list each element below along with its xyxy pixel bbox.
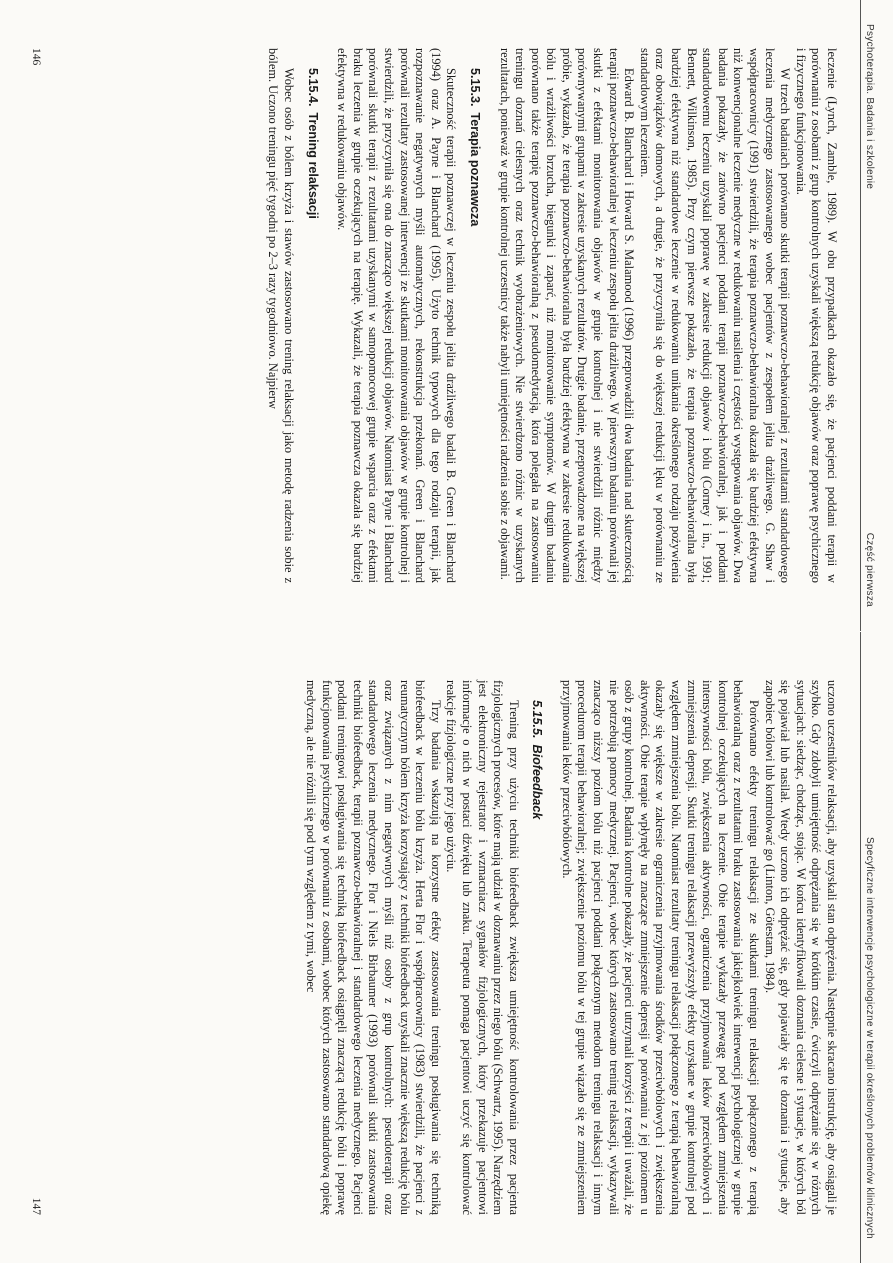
paragraph: Trzy badania wskazują na korzystne efekty zastosowania treningu posługiwania się techniką biofeedback w leczeniu bólu krzyża. Herta Flor i współpracownicy (1983) stwierdzili, że pacjenci z reumatycznym bólem krzyża korzystający z techniki biofeedback uzyskali znacznie większą redukcję bólu oraz związanych z nim negatywnych myśli niż osoby z grup kontrolnych: pseudoterapii oraz standardowego leczenia medycznego. Flor i Niels Birbaumer (1993) porównali skutki zastosowania techniki biofeedback, terapii poznawczo-behawioralnej i standardowego leczenia medycznego. Pacjenci poddani treningowi posługiwania się techniką biofeedback osiągnęli znaczącą redukcję bólu i poprawę funkcjonowania psychicznego w porównaniu z osobami, wobec których zastosowano standardową opiekę medyczną, ale nie różnili się pod tym względem z tymi, wobec	[304, 680, 443, 1215]
paragraph: Trening przy użyciu techniki biofeedback zwiększa umiejętność kontrolowania przez pacjenta fizjologicznych procesów, które mają udział w doznawaniu przez niego bólu (Schwartz, 1995). Narzędziem jest elektroniczny rejestrator i wzmacniacz sygnałów fizjologicznych, który przekazuje pacjentowi informacje o nich w postaci dźwięku lub znaku. Terapeuta pomaga pacjentowi uczyć się kontrolować reakcje fizjologiczne przy jego użyciu.	[444, 680, 521, 1215]
running-head-part: Część pierwsza	[864, 532, 875, 607]
section-number: 5.15.3.	[467, 68, 482, 107]
page-number: 146	[30, 48, 42, 66]
running-head	[860, 632, 875, 1263]
body-text	[70, 48, 839, 583]
section-heading	[466, 68, 482, 583]
page-number: 147	[30, 1197, 42, 1215]
paragraph: leczenie (Lynch, Zamble, 1989). W obu przypadkach okazało się, że pacjenci poddani terapii w porównaniu z osobami z grup kontrolnych uzyskali większą redukcję objawów oraz poprawę psychicznego i fizycznego funkcjonowania.	[793, 48, 839, 583]
running-head-chapter-title: Specyficzne interwencje psychologiczne w terapii określonych problemów klinicznych	[864, 837, 875, 1239]
body-text	[70, 680, 839, 1215]
paragraph: Skuteczność terapii poznawczej w leczeniu zespołu jelita drażliwego badali B. Green i Blanchard (1994) oraz A. Payne i Blanchard (1995). Użyto technik typowych dla tego rodzaju terapii, jak rozpoznawanie negatywnych myśli automatycznych, rekonstrukcja przekonań. Green i Blanchard porównali rezultaty zastosowanej interwencji ze skutkami monitorowania objawów w grupie kontrolnej i stwierdzili, że przyczyniła się ona do znacząco większej redukcji objawów. Natomiast Payne i Blanchard porównali skutki terapii z rezultatami uzyskanymi w samopomocowej grupie wsparcia oraz z efektami braku leczenia w grupie oczekujących na terapię. Wykazali, że terapia poznawcza okazała się bardziej efektywna w redukowaniu objawów.	[335, 48, 459, 583]
paragraph: W trzech badaniach porównano skutki terapii poznawczo-behawioralnej z rezultatami standardowego leczenia medycznego zastosowanego wobec pacjentów z zespołem jelita drażliwego. G. Shaw i współpracownicy (1991) stwierdzili, że terapia poznawczo-behawioralna okazała się bardziej efektywna niż konwencjonalne leczenie medyczne w redukowaniu nasilenia i częstości występowania objawów. Dwa badania pokazały, że zarówno pacjenci poddani terapii poznawczo-behawioralnej, jak i poddani standardowemu leczeniu uzyskali poprawę w zakresie redukcji objawów i bólu (Corney i in., 1991; Bennett, Wilkinson, 1985). Przy czym pierwsze pokazało, że terapia poznawczo-behawioralna była bardziej efektywna niż standardowe leczenie w redukowaniu unikania określonego rodzaju pożywienia oraz obowiązków domowych, a drugie, że przyczyniła się do większej redukcji lęku w porównaniu ze standardowym leczeniem.	[637, 48, 793, 583]
running-head-book-title: Psychoterapia. Badania i szkolenie	[864, 24, 875, 190]
page-146	[0, 0, 893, 631]
page-147	[0, 632, 893, 1263]
section-title: Terapia poznawcza	[467, 112, 482, 227]
section-number: 5.15.4.	[305, 68, 320, 107]
section-title: Biofeedback	[530, 744, 545, 820]
paragraph: Porównano efekty treningu relaksacji ze skutkami treningu relaksacji połączonego z terapią behawioralną oraz z rezultatami braku zastosowania jakiejkolwiek interwencji psychologicznej w grupie kontrolnej oczekujących na leczenie. Obie terapie wykazały przewagę pod względem zmniejszenia intensywności bólu, zwiększenia aktywności, ograniczenia przyjmowania leków przeciwbólowych i zmniejszenia depresji. Skutki treningu relaksacji przewyższyły efekty uzyskane w grupie kontrolnej pod względem zmniejszenia bólu. Natomiast rezultaty treningu relaksacji połączonego z terapią behawioralną okazały się większe w zakresie ograniczenia przyjmowania środków przeciwbólowych i zwiększenia aktywności. Obie terapie wpłynęły na znaczące zmniejszenie depresji w porównaniu z jej poziomem u osób z grupy kontrolnej. Badania kontrolne pokazały, że pacjenci utrzymali korzyści z terapii i uważali, że nie potrzebują pomocy medycznej. Pacjenci, wobec których zastosowano trening relaksacji, wykazywali znacząco niższy poziom bólu niż pacjenci poddani połączonym metodom treningu relaksacji i innym procedurom terapii behawioralnej; zwiększenie poziomu bólu w tej grupie wiązało się ze zmniejszeniem przyjmowania leków przeciwbólowych.	[559, 680, 762, 1215]
section-heading	[529, 700, 545, 1215]
paragraph: Edward B. Blanchard i Howard S. Malamood (1996) przeprowadzili dwa badania nad skutecznością terapii poznawczo-behawioralnej w leczeniu zespołu jelita drażliwego. W pierwszym badaniu porównali jej skutki z efektami monitorowania objawów w grupie kontrolnej i nie stwierdzili różnic między porównywanymi grupami w zakresie uzyskanych rezultatów. Drugie badanie, przeprowadzone na większej próbie, wykazało, że terapia poznawczo-behawioralna była bardziej efektywna w zakresie redukowania bólu i wrażliwości brzucha, biegunki i zaparć, niż monitorowanie symptomów. W drugim badaniu porównano także terapię poznawczo-behawioralną z pseudomedytacją, która polegała na zastosowaniu treningu doznań cielesnych oraz technik wyobrażeniowych. Nie stwierdzono różnic w uzyskanych rezultatach, ponieważ w grupie kontrolnej uczestnicy także nabyli umiejętności radzenia sobie z objawami.	[497, 48, 637, 583]
section-heading	[304, 68, 320, 583]
paragraph: Wobec osób z bólem krzyża i stawów zastosowano trening relaksacji jako metodę radzenia sobie z bólem. Uczono treningu pięć tygodni po 2–3 razy tygodniowo. Najpierw	[266, 48, 296, 583]
section-number: 5.15.5.	[530, 700, 545, 739]
section-title: Trening relaksacji	[305, 112, 320, 219]
running-head	[860, 0, 875, 631]
paragraph: uczono uczestników relaksacji, aby uzyskali stan odprężenia. Następnie skracano instrukcję, aby osiągali je szybko. Gdy zdobyli umiejętność odprężania się w krótkim czasie, ćwiczyli odprężanie się w różnych sytuacjach: siedząc, chodząc, stojąc. W końcu identyfikowali doznania cielesne i sytuacje, w których ból się pojawiał lub nasilał. Wtedy uczono ich odprężać się, gdy pojawiały się te doznania i sytuacje, aby zapobiec bólowi lub kontrolować go (Linton, Götestam, 1984).	[762, 680, 839, 1215]
